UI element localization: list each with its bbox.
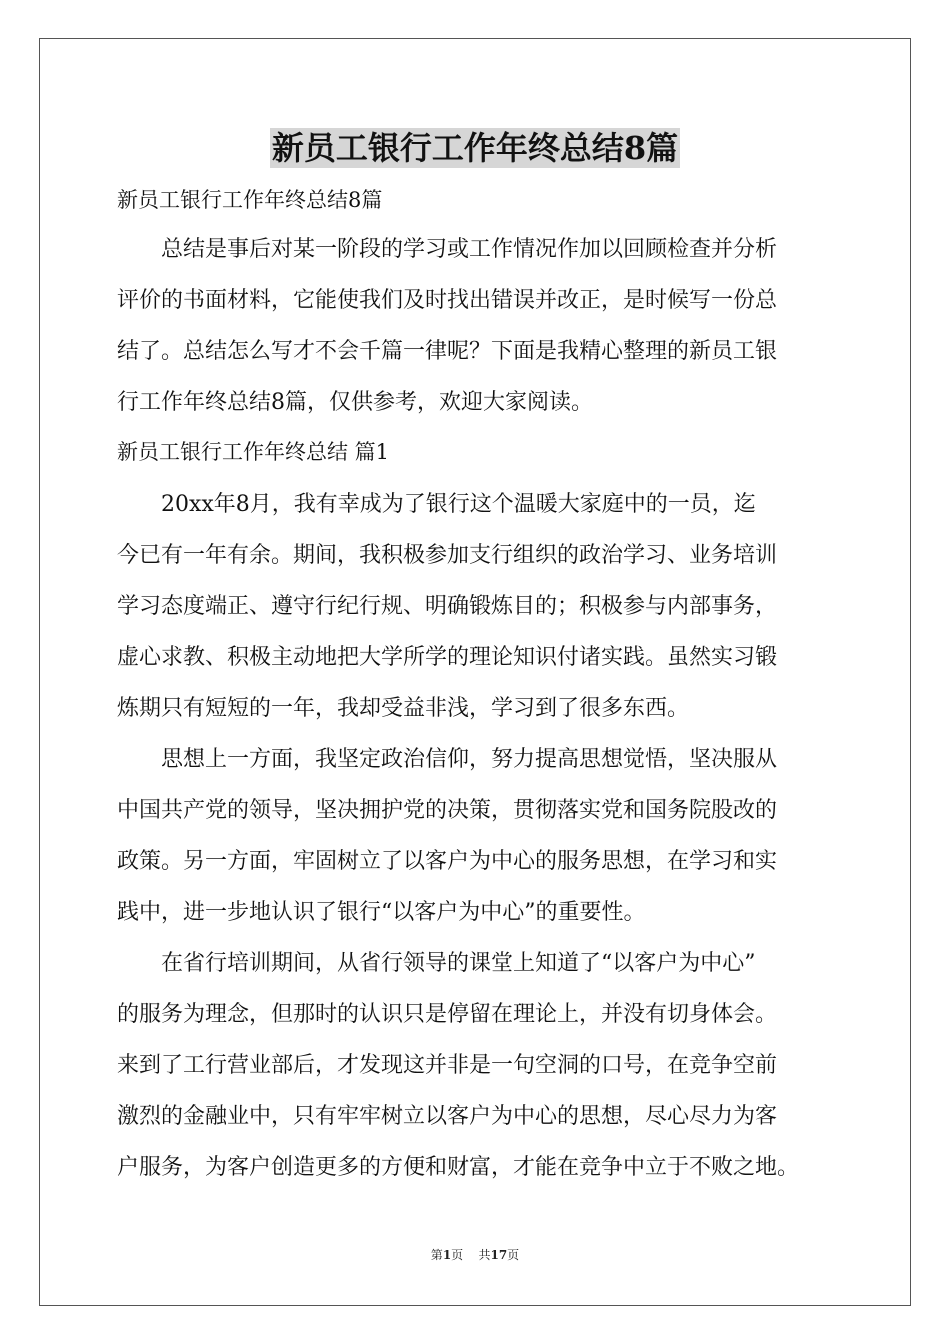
intro-paragraph — [117, 224, 847, 428]
paragraph-3 — [117, 938, 847, 1193]
page-footer — [0, 1247, 950, 1263]
paragraph-2 — [117, 734, 847, 938]
paragraph-line: 总结是事后对某一阶段的学习或工作情况作加以回顾检查并分析 — [161, 237, 778, 262]
paragraph-line: 20xx年8月，我有幸成为了银行这个温暖大家庭中的一员，迄 — [161, 492, 756, 517]
page-current: 1 — [442, 1248, 452, 1262]
section-heading: 新员工银行工作年终总结 篇1 — [117, 440, 390, 464]
paragraph-line: 践中，进一步地认识了银行“以客户为中心”的重要性。 — [117, 900, 646, 925]
page-suffix: 页 — [451, 1248, 464, 1262]
document-subtitle: 新员工银行工作年终总结8篇 — [117, 188, 383, 212]
page-total: 17 — [490, 1248, 508, 1262]
document-body — [117, 180, 847, 1193]
paragraph-line: 的服务为理念，但那时的认识只是停留在理论上，并没有切身体会。 — [117, 1002, 778, 1027]
paragraph-line: 结了。总结怎么写才不会千篇一律呢？下面是我精心整理的新员工银 — [117, 339, 778, 364]
total-prefix: 共 — [478, 1248, 491, 1262]
paragraph-line: 在省行培训期间，从省行领导的课堂上知道了“以客户为中心” — [161, 951, 756, 976]
paragraph-line: 思想上一方面，我坚定政治信仰，努力提高思想觉悟，坚决服从 — [161, 747, 778, 772]
total-suffix: 页 — [507, 1248, 520, 1262]
paragraph-line: 政策。另一方面，牢固树立了以客户为中心的服务思想，在学习和实 — [117, 849, 778, 874]
paragraph-line: 中国共产党的领导，坚决拥护党的决策，贯彻落实党和国务院股改的 — [117, 798, 778, 823]
page-prefix: 第 — [430, 1248, 443, 1262]
paragraph-line: 评价的书面材料，它能使我们及时找出错误并改正，是时候写一份总 — [117, 288, 778, 313]
paragraph-line: 今已有一年有余。期间，我积极参加支行组织的政治学习、业务培训 — [117, 543, 778, 568]
document-title: 新员工银行工作年终总结8篇 — [271, 129, 679, 167]
paragraph-line: 来到了工行营业部后，才发现这并非是一句空洞的口号，在竞争空前 — [117, 1053, 778, 1078]
paragraph-line: 行工作年终总结8篇，仅供参考，欢迎大家阅读。 — [117, 390, 593, 415]
title-container — [0, 128, 950, 168]
paragraph-1 — [117, 479, 847, 734]
paragraph-line: 户服务，为客户创造更多的方便和财富，才能在竞争中立于不败之地。 — [117, 1155, 800, 1180]
paragraph-line: 虚心求教、积极主动地把大学所学的理论知识付诸实践。虽然实习锻 — [117, 645, 778, 670]
paragraph-line: 学习态度端正、遵守行纪行规、明确锻炼目的；积极参与内部事务， — [117, 594, 778, 619]
paragraph-line: 激烈的金融业中，只有牢牢树立以客户为中心的思想，尽心尽力为客 — [117, 1104, 778, 1129]
paragraph-line: 炼期只有短短的一年，我却受益非浅，学习到了很多东西。 — [117, 696, 690, 721]
